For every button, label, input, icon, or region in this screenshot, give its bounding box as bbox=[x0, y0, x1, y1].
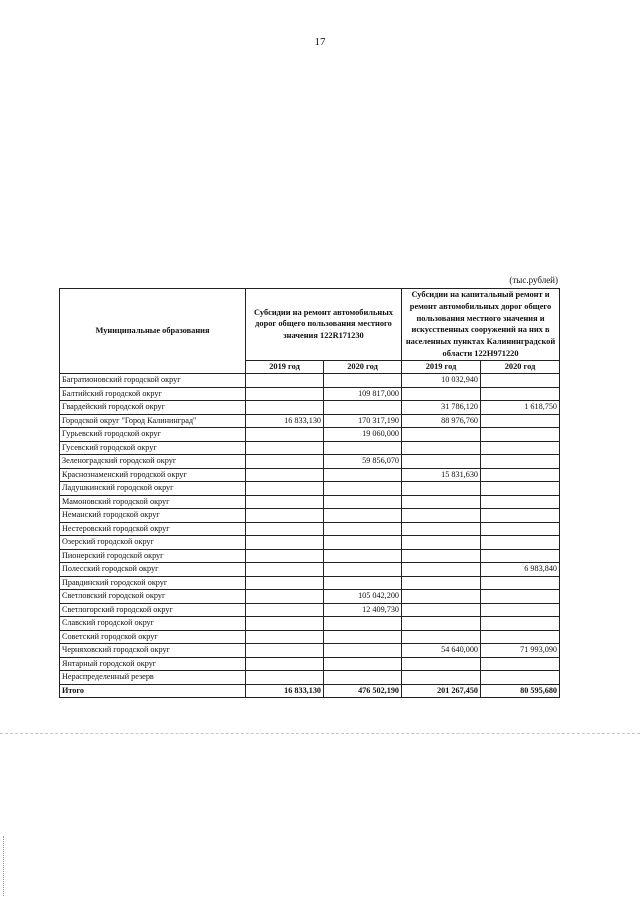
amount-cell bbox=[481, 657, 560, 671]
amount-cell bbox=[402, 576, 481, 590]
amount-cell bbox=[324, 468, 402, 482]
municipality-name: Нераспределенный резерв bbox=[60, 671, 246, 685]
table-row bbox=[60, 414, 560, 428]
municipality-name: Пионерский городской округ bbox=[60, 549, 246, 563]
table-row bbox=[60, 455, 560, 469]
amount-cell bbox=[246, 401, 324, 415]
table-row bbox=[60, 671, 560, 685]
amount-cell bbox=[246, 468, 324, 482]
municipality-name: Ладушкинский городской округ bbox=[60, 482, 246, 496]
amount-cell bbox=[324, 576, 402, 590]
amount-cell: 170 317,190 bbox=[324, 414, 402, 428]
table-row bbox=[60, 522, 560, 536]
municipality-name: Городской округ "Город Калининград" bbox=[60, 414, 246, 428]
amount-cell bbox=[324, 536, 402, 550]
header-year: 2019 год bbox=[246, 360, 324, 374]
amount-cell bbox=[324, 374, 402, 388]
amount-cell bbox=[481, 603, 560, 617]
header-capital-repair-subsidy: Субсидии на капитальный ремонт и ремонт автомобильных дорог общего пользования местного значения и искусственных сооружений на них в населенных пунктах Калининградской области 122Н971220 bbox=[402, 289, 560, 361]
amount-cell bbox=[402, 495, 481, 509]
header-road-repair-subsidy: Субсидии на ремонт автомобильных дорог общего пользования местного значения 122R171230 bbox=[246, 289, 402, 361]
amount-cell bbox=[324, 563, 402, 577]
amount-cell: 59 856,070 bbox=[324, 455, 402, 469]
municipality-name: Советский городской округ bbox=[60, 630, 246, 644]
amount-cell bbox=[246, 441, 324, 455]
amount-cell bbox=[324, 644, 402, 658]
amount-cell bbox=[246, 657, 324, 671]
amount-cell bbox=[481, 576, 560, 590]
municipality-name: Краснознаменский городской округ bbox=[60, 468, 246, 482]
table-row bbox=[60, 387, 560, 401]
amount-cell bbox=[402, 630, 481, 644]
amount-cell bbox=[246, 671, 324, 685]
header-year: 2019 год bbox=[402, 360, 481, 374]
fold-line bbox=[0, 733, 640, 734]
amount-cell bbox=[246, 603, 324, 617]
municipality-name: Черняховский городской округ bbox=[60, 644, 246, 658]
header-municipality: Муниципальные образования bbox=[60, 289, 246, 374]
amount-cell bbox=[402, 590, 481, 604]
amount-cell bbox=[246, 387, 324, 401]
amount-cell bbox=[246, 374, 324, 388]
amount-cell bbox=[324, 657, 402, 671]
amount-cell bbox=[402, 671, 481, 685]
amount-cell bbox=[246, 536, 324, 550]
amount-cell bbox=[246, 509, 324, 523]
municipality-name: Зеленоградский городской округ bbox=[60, 455, 246, 469]
header-year: 2020 год bbox=[324, 360, 402, 374]
amount-cell: 1 618,750 bbox=[481, 401, 560, 415]
amount-cell bbox=[402, 549, 481, 563]
header-year: 2020 год bbox=[481, 360, 560, 374]
amount-cell: 16 833,130 bbox=[246, 684, 324, 698]
table-row bbox=[60, 603, 560, 617]
table-row bbox=[60, 482, 560, 496]
amount-cell bbox=[402, 387, 481, 401]
amount-cell bbox=[324, 482, 402, 496]
amount-cell bbox=[324, 495, 402, 509]
amount-cell bbox=[402, 428, 481, 442]
amount-cell bbox=[246, 644, 324, 658]
total-row bbox=[60, 684, 560, 698]
amount-cell bbox=[481, 536, 560, 550]
amount-cell bbox=[246, 522, 324, 536]
amount-cell: 201 267,450 bbox=[402, 684, 481, 698]
amount-cell: 71 993,090 bbox=[481, 644, 560, 658]
municipality-name: Озерский городской округ bbox=[60, 536, 246, 550]
amount-cell bbox=[324, 401, 402, 415]
amount-cell bbox=[481, 455, 560, 469]
amount-cell bbox=[246, 482, 324, 496]
amount-cell: 476 502,190 bbox=[324, 684, 402, 698]
amount-cell bbox=[402, 617, 481, 631]
amount-cell bbox=[481, 549, 560, 563]
table-row bbox=[60, 495, 560, 509]
amount-cell: 16 833,130 bbox=[246, 414, 324, 428]
amount-cell bbox=[324, 441, 402, 455]
municipality-name: Гурьевский городской округ bbox=[60, 428, 246, 442]
municipality-name: Янтарный городской округ bbox=[60, 657, 246, 671]
amount-cell bbox=[324, 671, 402, 685]
municipality-name: Светлогорский городской округ bbox=[60, 603, 246, 617]
table-row bbox=[60, 576, 560, 590]
amount-cell bbox=[402, 522, 481, 536]
amount-cell bbox=[481, 428, 560, 442]
municipality-name: Правдинский городской округ bbox=[60, 576, 246, 590]
municipality-name: Гусевский городской округ bbox=[60, 441, 246, 455]
table-row bbox=[60, 428, 560, 442]
amount-cell bbox=[481, 495, 560, 509]
table-row bbox=[60, 536, 560, 550]
amount-cell bbox=[246, 590, 324, 604]
amount-cell bbox=[324, 617, 402, 631]
municipality-name: Мамоновский городской округ bbox=[60, 495, 246, 509]
amount-cell: 80 595,680 bbox=[481, 684, 560, 698]
municipality-name: Славский городской округ bbox=[60, 617, 246, 631]
scan-edge-marks bbox=[3, 836, 6, 896]
municipality-name: Балтийский городской округ bbox=[60, 387, 246, 401]
amount-cell bbox=[481, 671, 560, 685]
amount-cell bbox=[481, 468, 560, 482]
amount-cell bbox=[324, 522, 402, 536]
amount-cell bbox=[246, 617, 324, 631]
table-row bbox=[60, 657, 560, 671]
amount-cell bbox=[246, 428, 324, 442]
amount-cell bbox=[481, 441, 560, 455]
amount-cell: 105 042,200 bbox=[324, 590, 402, 604]
amount-cell bbox=[402, 603, 481, 617]
amount-cell bbox=[402, 482, 481, 496]
amount-cell bbox=[481, 509, 560, 523]
amount-cell bbox=[402, 563, 481, 577]
amount-cell bbox=[402, 657, 481, 671]
municipality-name: Неманский городской округ bbox=[60, 509, 246, 523]
table-row bbox=[60, 644, 560, 658]
amount-cell: 15 831,630 bbox=[402, 468, 481, 482]
amount-cell bbox=[246, 455, 324, 469]
table-row bbox=[60, 630, 560, 644]
subsidies-table bbox=[59, 288, 560, 698]
table-row bbox=[60, 563, 560, 577]
table-row bbox=[60, 509, 560, 523]
amount-cell bbox=[481, 482, 560, 496]
table-body bbox=[60, 374, 560, 698]
amount-cell bbox=[324, 549, 402, 563]
municipality-name: Нестеровский городской округ bbox=[60, 522, 246, 536]
municipality-name: Полесский городской округ bbox=[60, 563, 246, 577]
municipality-name: Светловский городской округ bbox=[60, 590, 246, 604]
amount-cell bbox=[402, 509, 481, 523]
amount-cell bbox=[324, 509, 402, 523]
page-number: 17 bbox=[314, 36, 326, 48]
amount-cell: 12 409,730 bbox=[324, 603, 402, 617]
amount-cell bbox=[246, 563, 324, 577]
amount-cell bbox=[481, 522, 560, 536]
amount-cell bbox=[481, 387, 560, 401]
amount-cell bbox=[246, 549, 324, 563]
amount-cell bbox=[402, 536, 481, 550]
amount-cell bbox=[481, 617, 560, 631]
table-row bbox=[60, 590, 560, 604]
amount-cell: 31 786,120 bbox=[402, 401, 481, 415]
municipality-name: Гвардейский городской округ bbox=[60, 401, 246, 415]
table-row bbox=[60, 468, 560, 482]
municipality-name: Багратионовский городской округ bbox=[60, 374, 246, 388]
table-row bbox=[60, 441, 560, 455]
amount-cell bbox=[402, 455, 481, 469]
amount-cell bbox=[481, 414, 560, 428]
table-row bbox=[60, 374, 560, 388]
table-row bbox=[60, 617, 560, 631]
total-label: Итого bbox=[60, 684, 246, 698]
amount-cell: 88 976,760 bbox=[402, 414, 481, 428]
units-note: (тыс.рублей) bbox=[509, 275, 558, 285]
amount-cell bbox=[246, 630, 324, 644]
amount-cell bbox=[481, 374, 560, 388]
amount-cell: 54 640,000 bbox=[402, 644, 481, 658]
amount-cell: 19 060,000 bbox=[324, 428, 402, 442]
table-row bbox=[60, 401, 560, 415]
amount-cell: 10 032,940 bbox=[402, 374, 481, 388]
amount-cell bbox=[246, 576, 324, 590]
table-row bbox=[60, 549, 560, 563]
amount-cell bbox=[481, 630, 560, 644]
amount-cell bbox=[246, 495, 324, 509]
amount-cell bbox=[324, 630, 402, 644]
amount-cell bbox=[402, 441, 481, 455]
amount-cell: 109 817,000 bbox=[324, 387, 402, 401]
amount-cell bbox=[481, 590, 560, 604]
amount-cell: 6 983,840 bbox=[481, 563, 560, 577]
